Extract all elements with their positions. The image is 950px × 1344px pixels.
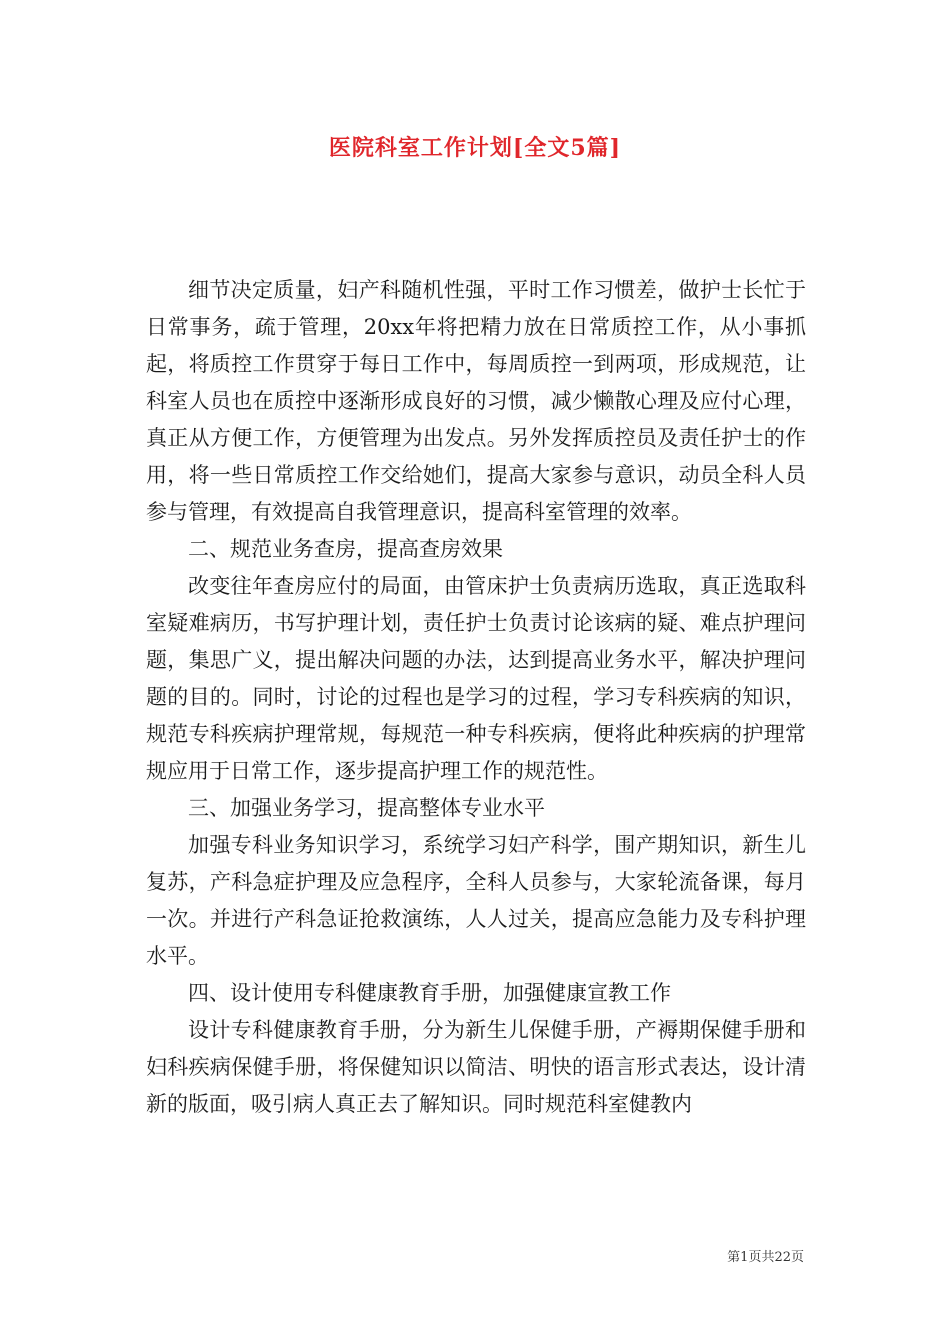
body-paragraph: 设计专科健康教育手册，分为新生儿保健手册，产褥期保健手册和妇科疾病保健手册，将保健知识以简洁、明快的语言形式表达，设计清新的版面，吸引病人真正去了解知识。同时规范科室健教内 [146,1018,806,1116]
document-title: 医院科室工作计划[全文5篇] [328,135,622,161]
section-heading: 三、加强业务学习，提高整体专业水平 [188,796,545,820]
section-heading: 四、设计使用专科健康教育手册，加强健康宣教工作 [188,981,671,1005]
section-heading: 二、规范业务查房，提高查房效果 [188,537,503,561]
body-paragraph: 加强专科业务知识学习，系统学习妇产科学，围产期知识，新生儿复苏，产科急症护理及应急程序，全科人员参与，大家轮流备课，每月一次。并进行产科急证抢救演练，人人过关，提高应急能力及专科护理水平。 [146,833,806,968]
body-paragraph: 细节决定质量，妇产科随机性强，平时工作习惯差，做护士长忙于日常事务，疏于管理，20xx年将把精力放在日常质控工作，从小事抓起，将质控工作贯穿于每日工作中，每周质控一到两项，形成规范，让科室人员也在质控中逐渐形成良好的习惯，减少懒散心理及应付心理，真正从方便工作，方便管理为出发点。另外发挥质控员及责任护士的作用，将一些日常质控工作交给她们，提高大家参与意识，动员全科人员参与管理，有效提高自我管理意识，提高科室管理的效率。 [146,278,806,524]
page-number: 第1页共22页 [727,1250,804,1265]
body-paragraph: 改变往年查房应付的局面，由管床护士负责病历选取，真正选取科室疑难病历，书写护理计划，责任护士负责讨论该病的疑、难点护理问题，集思广义，提出解决问题的办法，达到提高业务水平，解决护理问题的目的。同时，讨论的过程也是学习的过程，学习专科疾病的知识，规范专科疾病护理常规，每规范一种专科疾病，便将此种疾病的护理常规应用于日常工作，逐步提高护理工作的规范性。 [146,574,806,783]
document-body [146,272,806,1123]
